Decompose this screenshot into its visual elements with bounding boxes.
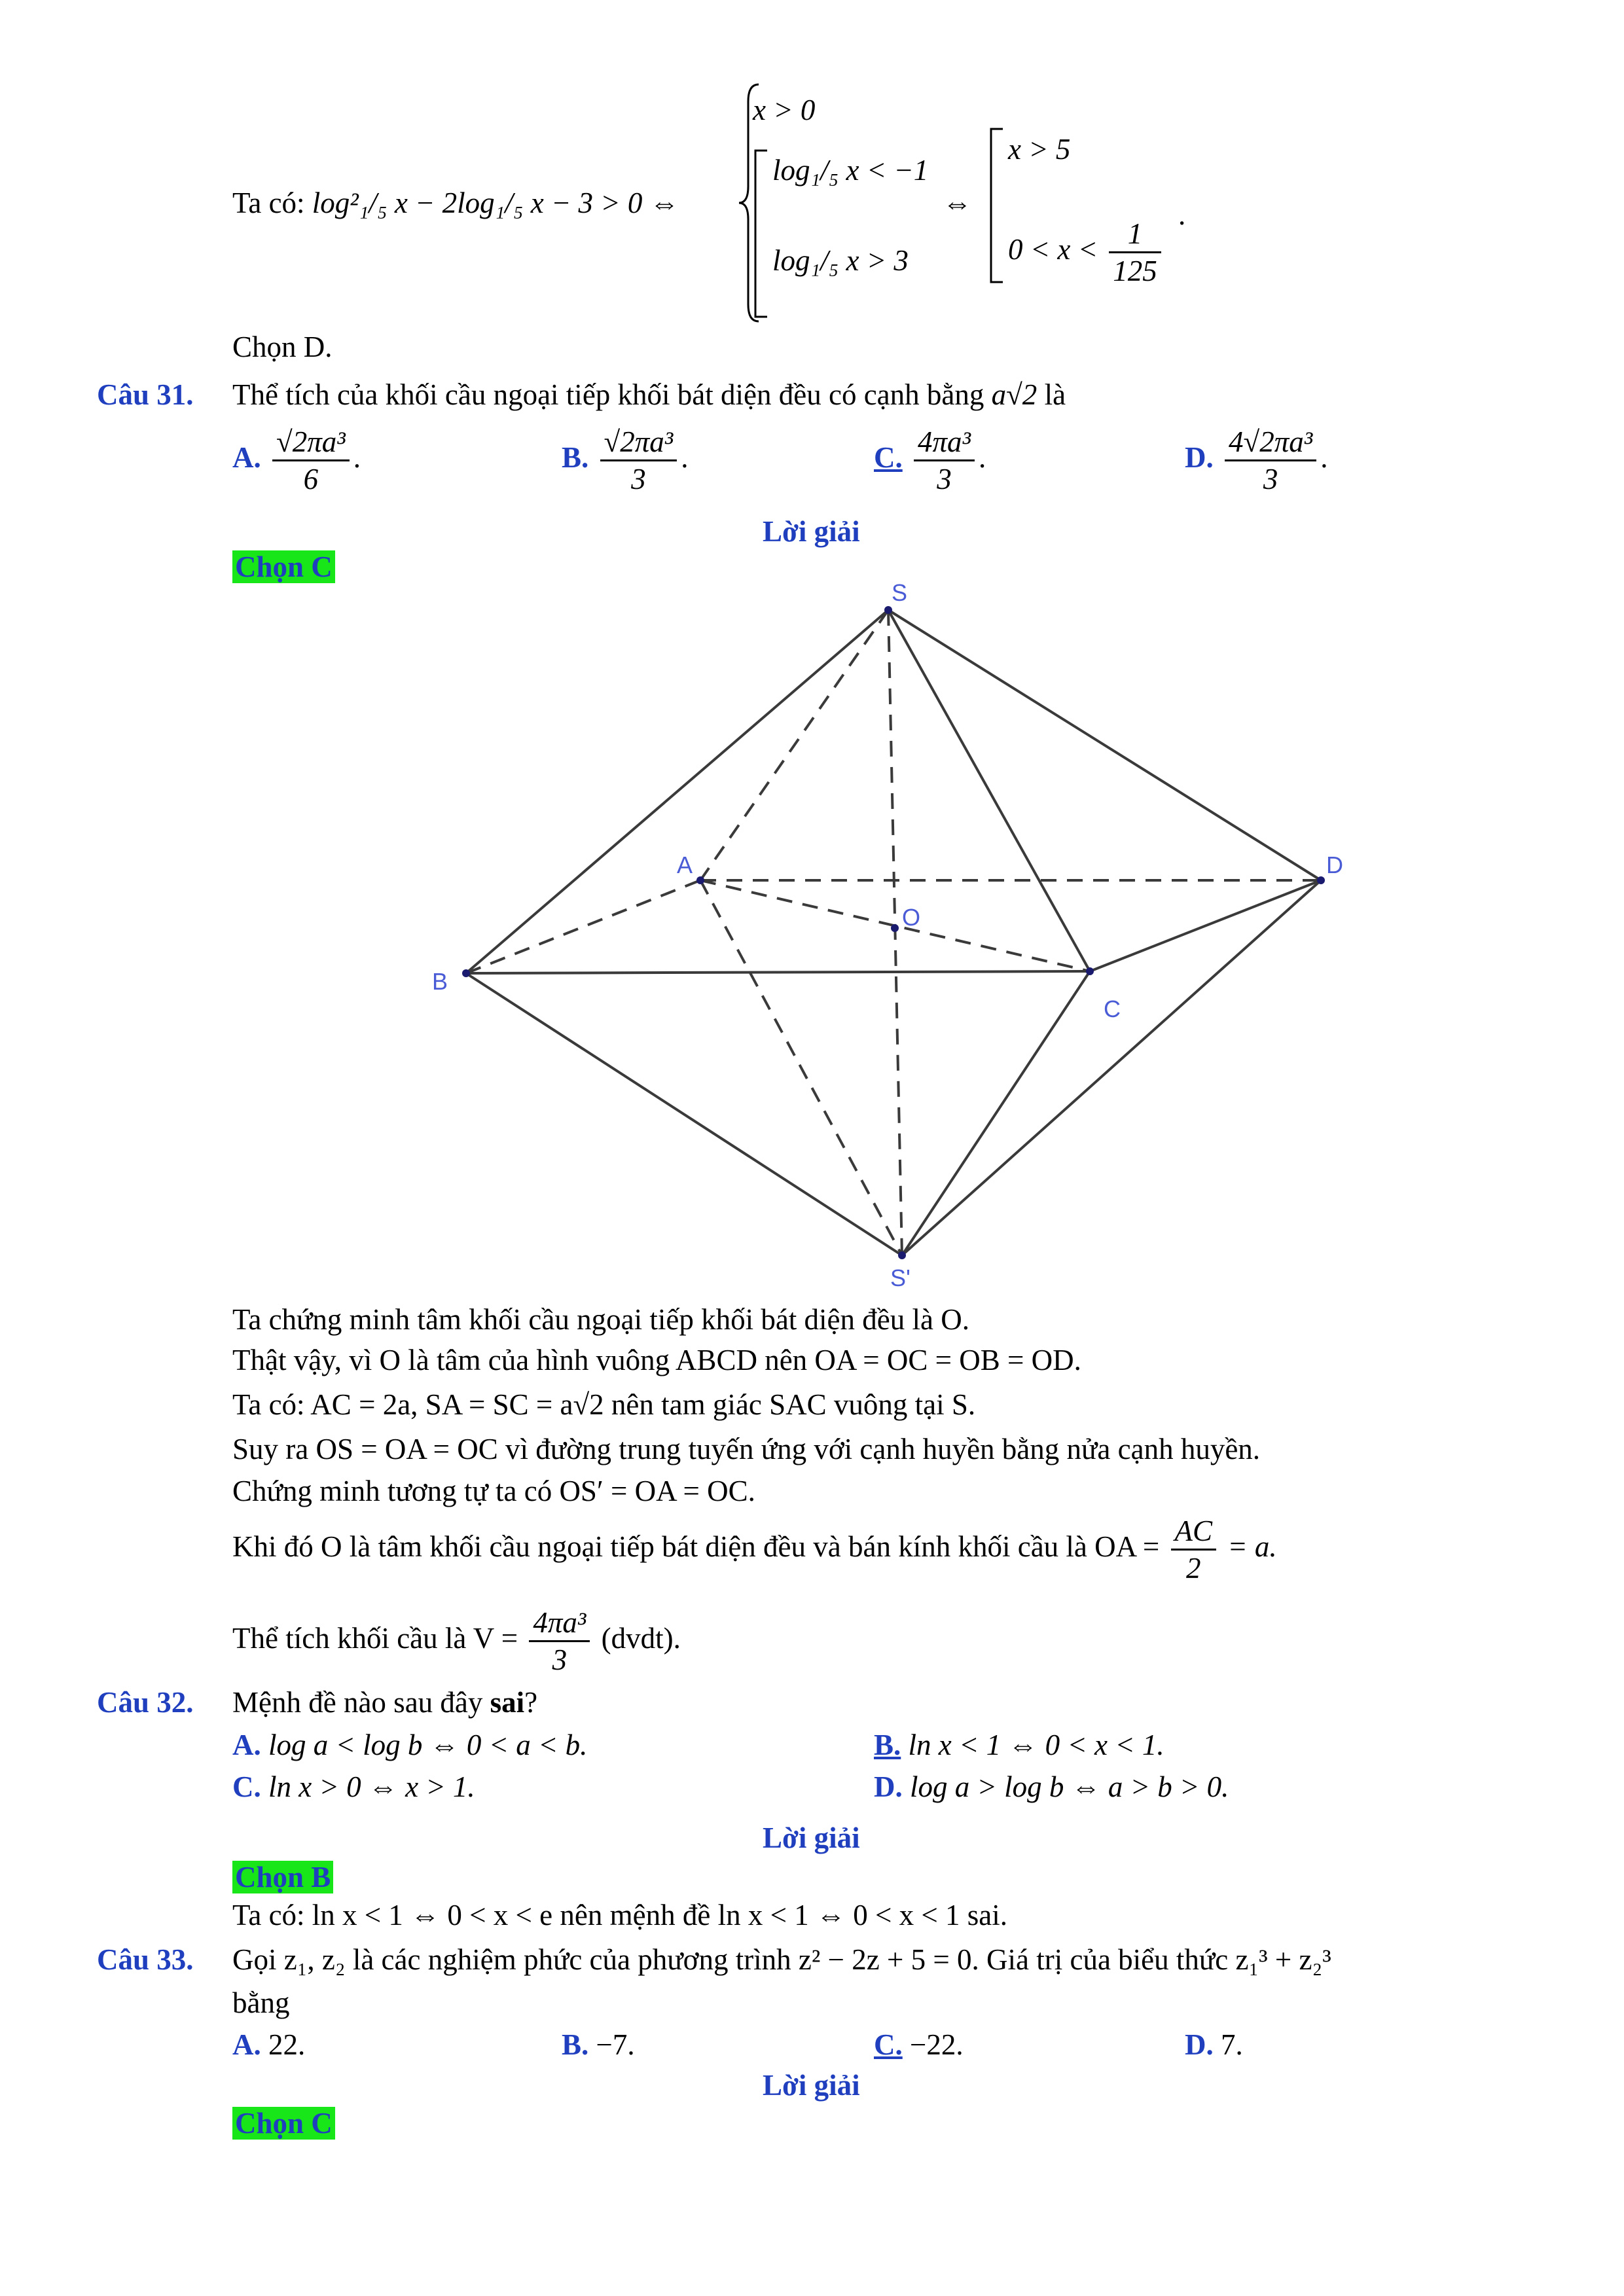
edge-dsp [902, 880, 1321, 1255]
option-text: 22. [268, 2028, 306, 2061]
sys-line-1: x > 0 [753, 94, 816, 126]
edge-sa [700, 610, 888, 880]
option-letter: D. [874, 1770, 903, 1803]
q32-label: Câu 32. [97, 1686, 194, 1719]
frac-den: 2 [1186, 1552, 1201, 1585]
option-letter: C. [232, 1770, 261, 1803]
option-letter: D. [1185, 2028, 1214, 2061]
edge-sd [888, 610, 1321, 880]
option-letter: D. [1185, 440, 1214, 474]
point-b [462, 969, 470, 977]
q32-explain: Ta có: ln x < 1 ⇔ 0 < x < e nên mệnh đề ln x < 1 ⇔ 0 < x < 1 sai. [232, 1899, 1007, 1931]
q31-option-d[interactable]: D. $\frac{\text{4√2πa³}}{3}$ . [1185, 425, 1328, 495]
q33-option-c[interactable] [874, 2026, 964, 2063]
q31-edge: a√2 [991, 378, 1038, 411]
q31-solution-title: Lời giải [763, 515, 860, 548]
q33-chon [232, 2105, 335, 2142]
q32-chon [232, 1859, 333, 1895]
frac-den: 3 [1263, 463, 1278, 495]
frac-num: 4√2πa³ [1225, 424, 1316, 461]
label-b: B [432, 968, 448, 995]
frac-den: 6 [303, 463, 319, 495]
q31-volume-line [232, 1605, 681, 1677]
edge-bsp [466, 973, 902, 1255]
q32-option-c[interactable] [232, 1768, 475, 1805]
option-text: ln x < 1 ⇔ 0 < x < 1. [908, 1729, 1164, 1761]
frac-den: 3 [937, 463, 952, 495]
intro-chon: Chọn D. [232, 331, 333, 363]
q31-label: Câu 31. [97, 378, 194, 411]
option-letter: C. [874, 2028, 903, 2061]
q33-option-a[interactable] [232, 2026, 305, 2063]
option-text: ln x > 0 ⇔ x > 1. [268, 1770, 475, 1803]
q33-solution-title: Lời giải [763, 2069, 860, 2102]
frac-den: 3 [552, 1643, 568, 1676]
frac-num: AC [1171, 1513, 1217, 1551]
option-text: log a < log b ⇔ 0 < a < b. [268, 1729, 588, 1761]
volume-end: (dvdt). [601, 1621, 681, 1655]
label-c: C [1104, 996, 1121, 1022]
option-letter: B. [874, 1729, 901, 1761]
option-text: −7. [596, 2028, 635, 2061]
radius-end: = a. [1227, 1530, 1277, 1563]
option-text: −22. [910, 2028, 964, 2061]
label-sp: S' [890, 1265, 911, 1291]
q33-option-d[interactable] [1185, 2026, 1243, 2063]
option-letter: A. [232, 2028, 261, 2061]
label-o: O [902, 904, 921, 931]
q31-line-5: Chứng minh tương tự ta có OS′ = OA = OC. [232, 1475, 755, 1507]
q31-option-b[interactable]: B. $\frac{\text{√2πa³}}{3}$ . [562, 425, 689, 495]
frac-num: 1 [1109, 216, 1161, 253]
label-s: S [892, 579, 908, 606]
edge-sb [466, 610, 888, 973]
q31-line-4: Suy ra OS = OA = OC vì đường trung tuyến ứng với cạnh huyền bằng nửa cạnh huyền. [232, 1433, 1261, 1465]
q33-question-2: bằng [232, 1986, 290, 2019]
chon-highlight: Chọn B [232, 1861, 333, 1893]
option-letter: B. [562, 2028, 589, 2061]
edge-cd [1090, 880, 1321, 971]
volume-frac [529, 1605, 590, 1677]
option-letter: A. [232, 440, 261, 474]
edge-ab [466, 880, 700, 973]
res-line-1: x > 5 [1008, 133, 1071, 166]
frac-den: 3 [631, 463, 646, 495]
q32-text: Mệnh đề nào sau đây [232, 1686, 490, 1719]
edge-asp [700, 880, 902, 1255]
option-letter: B. [562, 440, 589, 474]
q32-solution-title: Lời giải [763, 1821, 860, 1854]
q31-line-3: Ta có: AC = 2a, SA = SC = a√2 nên tam giác SAC vuông tại S. [232, 1388, 976, 1421]
frac-num: √2πa³ [600, 424, 677, 461]
q31-line-1: Ta chứng minh tâm khối cầu ngoại tiếp khối bát diện đều là O. [232, 1303, 969, 1336]
point-a [696, 876, 704, 884]
q31-radius-line [232, 1513, 1277, 1586]
chon-highlight: Chọn C [232, 550, 335, 583]
intro-lhs: log²₁/₅ x − 2log₁/₅ x − 3 > 0 ⇔ [312, 187, 679, 219]
volume-text: Thể tích khối cầu là V = [232, 1621, 518, 1655]
q32-option-a[interactable] [232, 1727, 587, 1763]
q32-question [232, 1684, 537, 1721]
edge-bc [466, 971, 1090, 973]
q31-line-2: Thật vậy, vì O là tâm của hình vuông ABCD nên OA = OC = OB = OD. [232, 1344, 1081, 1376]
sys-line-3: log₁/₅ x > 3 [772, 244, 909, 277]
option-text: log a > log b ⇔ a > b > 0. [910, 1770, 1229, 1803]
q33-option-b[interactable] [562, 2026, 635, 2063]
q31-option-a[interactable]: A. $\frac{\text{√2πa³}}{6}$ . [232, 425, 361, 495]
res-dot: . [1178, 198, 1186, 231]
option-letter: C. [874, 440, 903, 474]
equiv-sign: ⇔ [943, 187, 972, 219]
point-s [884, 606, 892, 614]
option-text: 7. [1221, 2028, 1243, 2061]
point-c [1086, 967, 1094, 975]
radius-frac [1171, 1513, 1217, 1586]
frac-den: 125 [1113, 255, 1157, 287]
q33-label: Câu 33. [97, 1943, 194, 1976]
res-2-prefix: 0 < x < [1008, 232, 1098, 266]
chon-highlight: Chọn C [232, 2107, 335, 2140]
label-a: A [677, 852, 693, 878]
q31-text: Thể tích của khối cầu ngoại tiếp khối bát diện đều có cạnh bằng [232, 378, 992, 411]
sys-line-2: log₁/₅ x < −1 [772, 154, 929, 187]
q32-bold: sai [490, 1686, 525, 1719]
q31-option-c[interactable]: C. $\frac{\text{4πa³}}{3}$ . [874, 425, 986, 495]
point-sp [898, 1251, 906, 1259]
q32-option-d[interactable] [874, 1768, 1229, 1805]
option-letter: A. [232, 1729, 261, 1761]
q32-text-end: ? [524, 1686, 538, 1719]
point-o [891, 924, 899, 932]
point-d [1317, 876, 1325, 884]
frac-num: √2πa³ [272, 424, 350, 461]
radius-text: Khi đó O là tâm khối cầu ngoại tiếp bát diện đều và bán kính khối cầu là OA = [232, 1530, 1160, 1563]
q33-question: Gọi z₁, z₂ là các nghiệm phức của phương trình z² − 2z + 5 = 0. Giá trị của biểu thức z₁³ + z₂³ [232, 1943, 1331, 1976]
q32-option-b[interactable] [874, 1727, 1164, 1763]
axis-ssp [888, 610, 902, 1255]
label-d: D [1326, 852, 1343, 878]
frac-num: 4πa³ [914, 424, 975, 461]
intro-prefix: Ta có: [232, 187, 312, 219]
q31-text-end: là [1037, 378, 1066, 411]
frac-num: 4πa³ [529, 1605, 590, 1642]
